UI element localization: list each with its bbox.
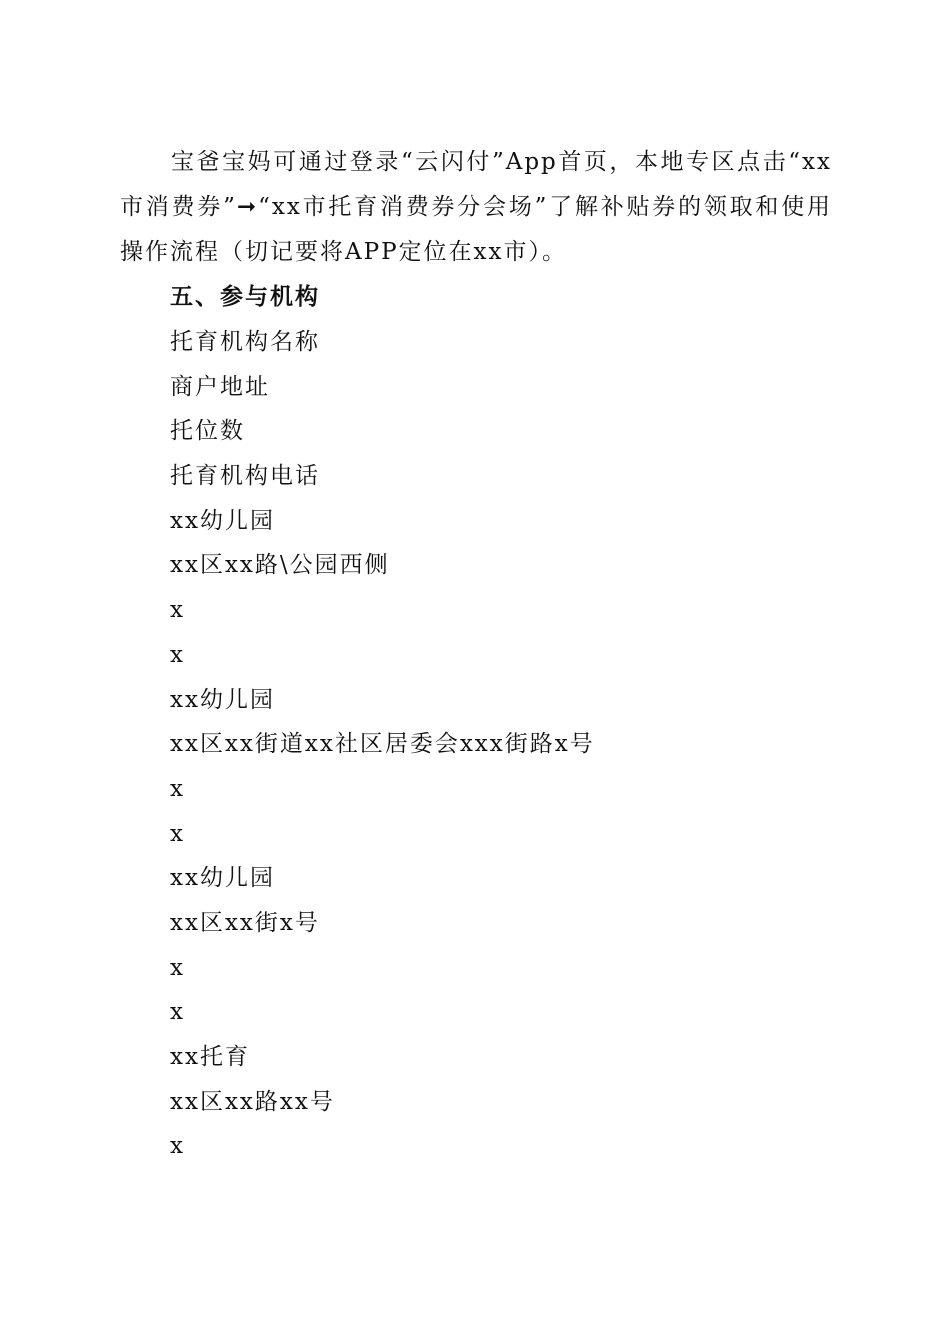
- list-line: x: [170, 641, 185, 668]
- list-line: xx幼儿园: [170, 507, 275, 534]
- list-line: x: [170, 820, 185, 847]
- list-line: x: [170, 954, 185, 981]
- list-line: x: [170, 597, 185, 624]
- list-line: xx幼儿园: [170, 686, 275, 713]
- list-line: 商户地址: [170, 373, 270, 400]
- list-line: 托育机构名称: [170, 329, 320, 355]
- list-line: xx区xx街道xx社区居委会xxx街路x号: [170, 731, 595, 758]
- list-line: xx托育: [170, 1044, 250, 1070]
- list-line: xx区xx街x号: [170, 909, 320, 936]
- list-line: xx幼儿园: [170, 865, 275, 892]
- list-line: x: [170, 999, 185, 1026]
- institution-list: [170, 320, 595, 1169]
- list-line: x: [170, 775, 185, 802]
- list-line: xx区xx路xx号: [170, 1088, 335, 1115]
- list-line: x: [170, 1133, 185, 1160]
- section-heading: 五、参与机构: [170, 284, 320, 310]
- list-line: xx区xx路\公园西侧: [170, 552, 390, 579]
- list-line: 托育机构电话: [170, 463, 320, 490]
- intro-paragraph: 宝爸宝妈可通过登录“云闪付”App首页，本地专区点击“xx市消费券”➞“xx市托育消费券分会场”了解补贴券的领取和使用操作流程（切记要将APP定位在xx市）。: [120, 149, 832, 265]
- list-line: 托位数: [170, 418, 245, 445]
